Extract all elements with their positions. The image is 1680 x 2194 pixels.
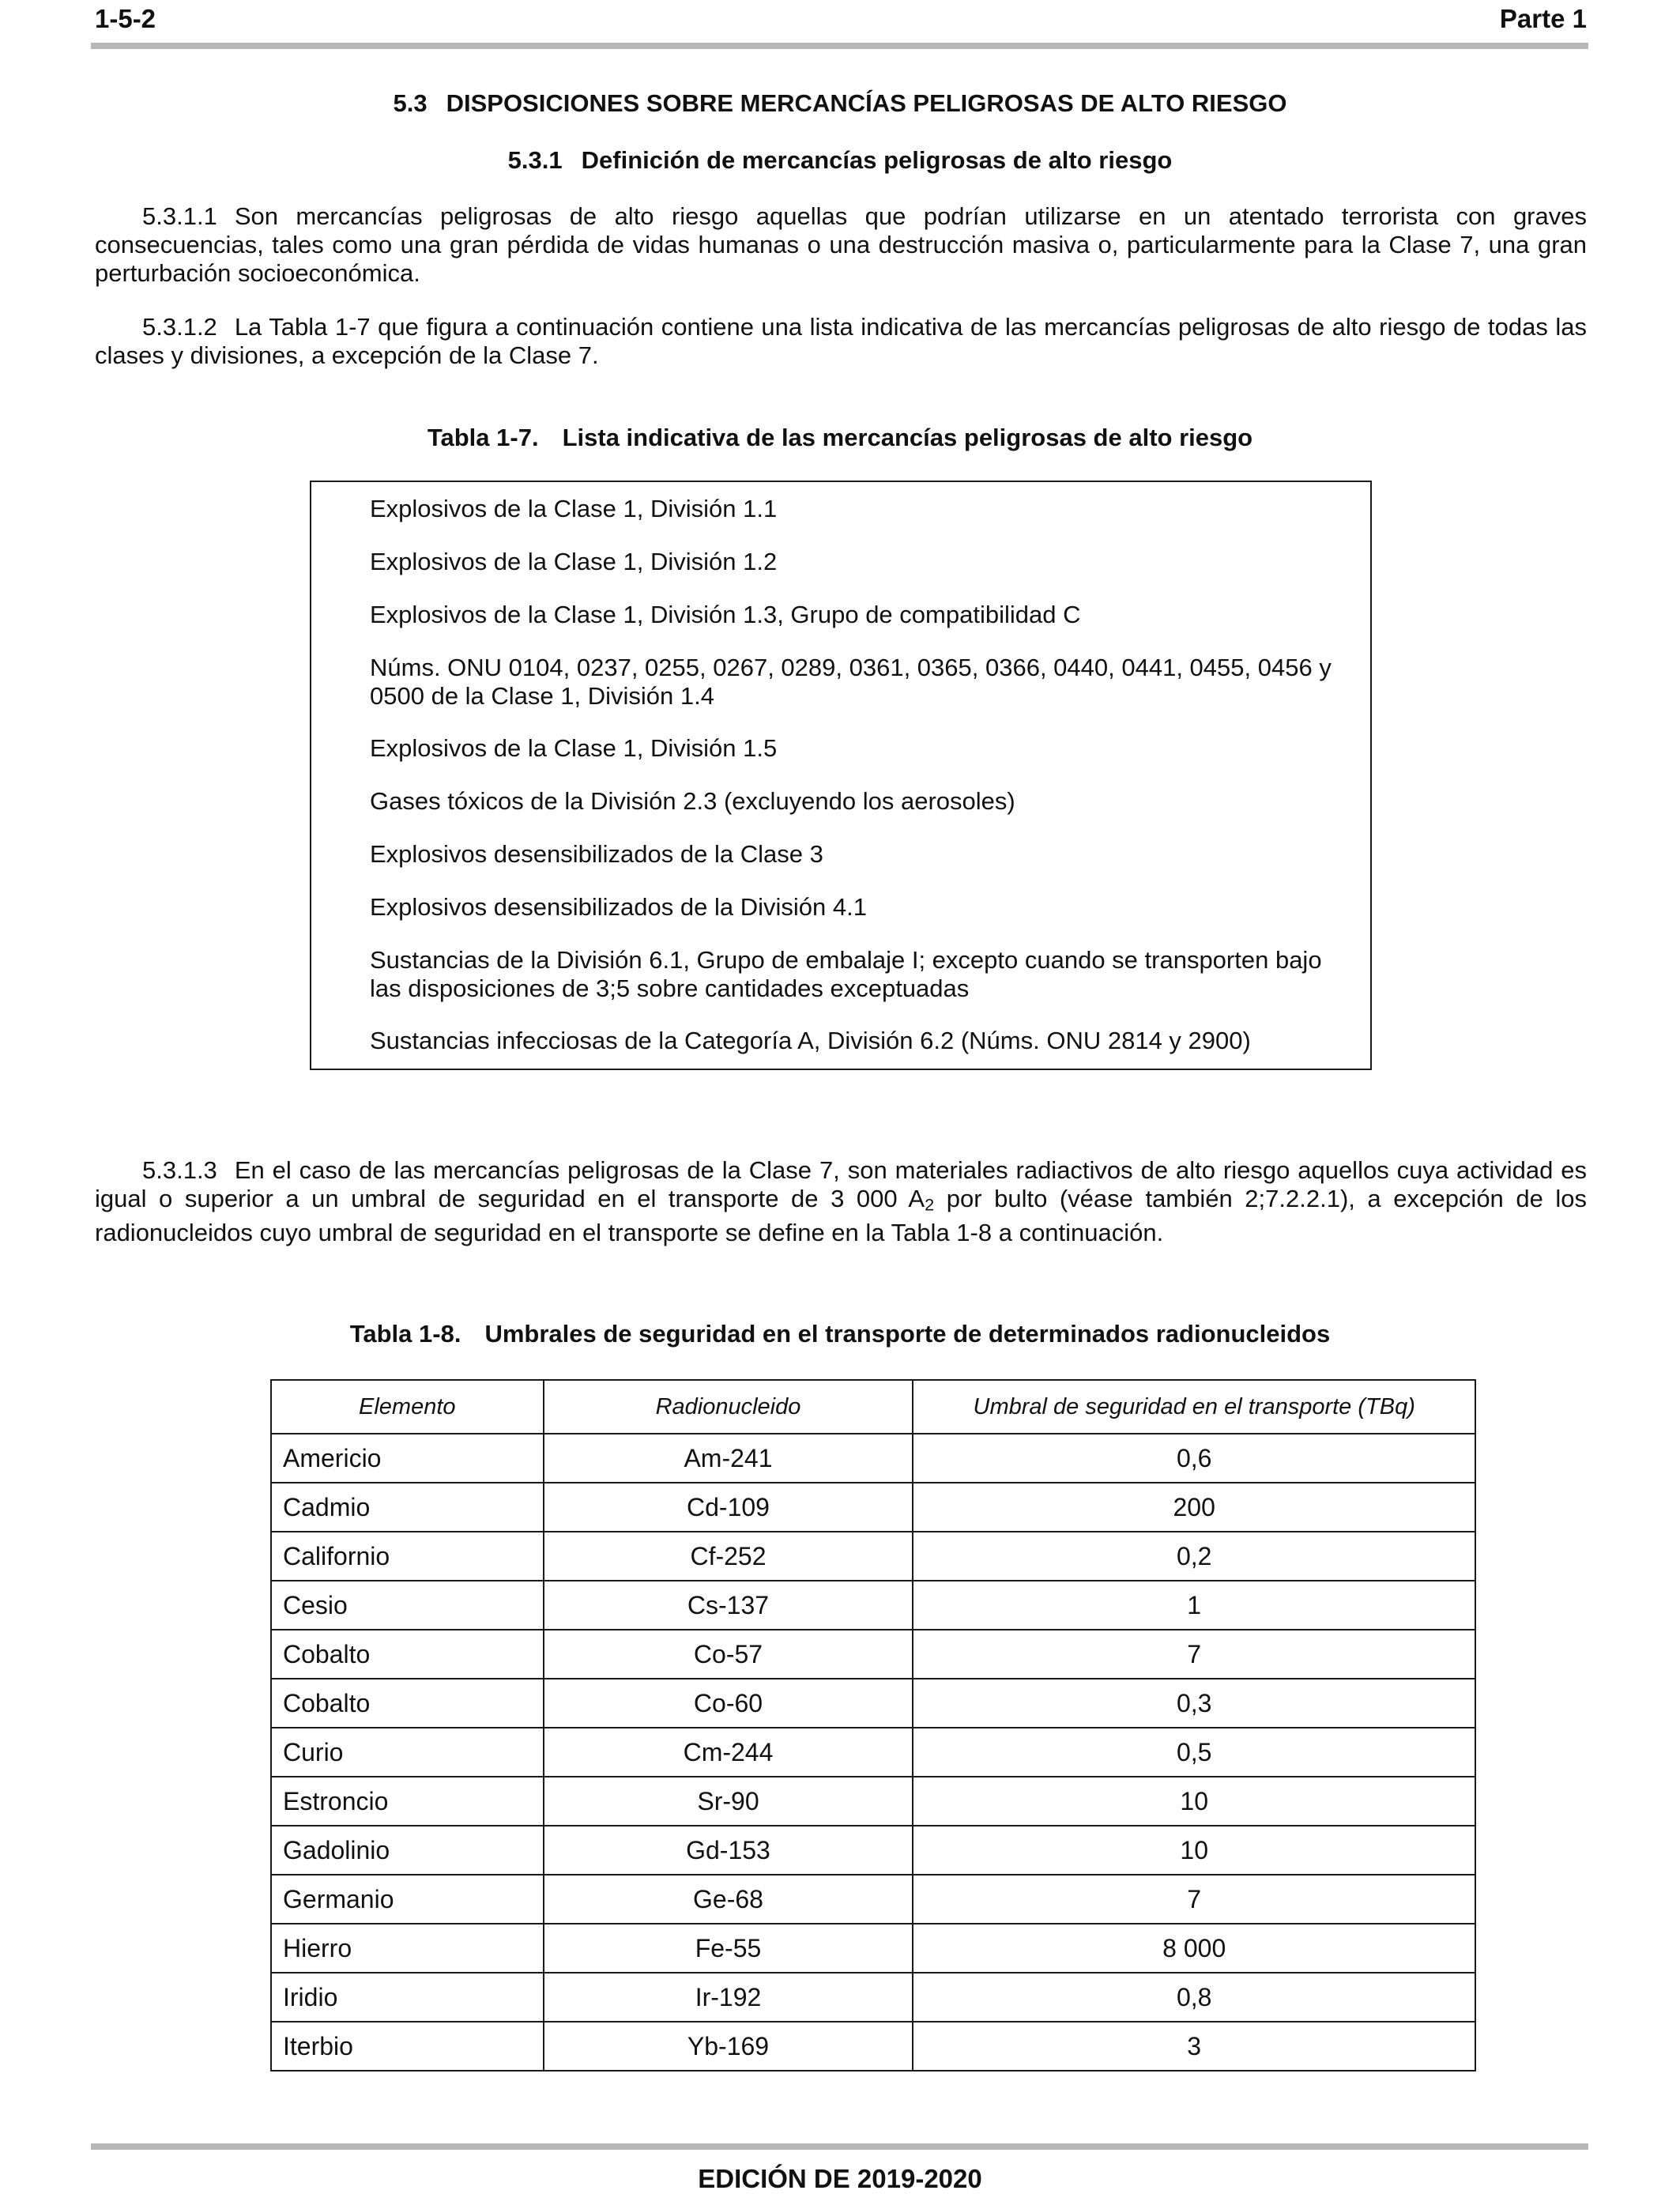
header-rule [91, 43, 1588, 49]
cell-radionuclide: Cs-137 [544, 1581, 913, 1630]
list-item: Sustancias de la División 6.1, Grupo de embalaje I; excepto cuando se transporten bajo las disposiciones de 3;5 sobre cantidades exceptuadas [370, 946, 1322, 1002]
cell-radionuclide: Yb-169 [544, 2022, 913, 2071]
paragraph-5-3-1-3 [95, 1156, 1587, 1247]
cell-threshold: 0,3 [913, 1679, 1475, 1728]
column-header-threshold: Umbral de seguridad en el transporte (TBq) [913, 1380, 1475, 1434]
list-item: Núms. ONU 0104, 0237, 0255, 0267, 0289, 0361, 0365, 0366, 0440, 0441, 0455, 0456 y 0500 de la Clase 1, División 1.4 [370, 654, 1332, 710]
table-row [271, 1875, 1475, 1924]
cell-element: Hierro [271, 1924, 544, 1973]
column-header-element: Elemento [271, 1380, 544, 1434]
cell-radionuclide: Co-60 [544, 1679, 913, 1728]
cell-element: Californio [271, 1532, 544, 1581]
subsection-heading: Definición de mercancías peligrosas de alto riesgo [581, 146, 1173, 174]
table-body [271, 1434, 1475, 2071]
paragraph-text: Son mercancías peligrosas de alto riesgo aquellas que podrían utilizarse en un atentado terrorista con graves consecuencias, tales como una gran pérdida de vidas humanas o una destrucción masiva o, particularmente para la Clase 7, una gran perturbación socioeconómica. [95, 202, 1587, 287]
table-header-row [271, 1380, 1475, 1434]
cell-radionuclide: Ge-68 [544, 1875, 913, 1924]
list-item: Explosivos desensibilizados de la División 4.1 [370, 893, 867, 921]
list-item: Explosivos desensibilizados de la Clase 3 [370, 840, 823, 868]
cell-threshold: 0,8 [913, 1973, 1475, 2022]
cell-element: Americio [271, 1434, 544, 1483]
subsection-number: 5.3.1 [507, 146, 563, 174]
cell-threshold: 1 [913, 1581, 1475, 1630]
table-row [271, 1581, 1475, 1630]
list-item: Gases tóxicos de la División 2.3 (excluyendo los aerosoles) [370, 787, 1015, 815]
section-title [0, 89, 1680, 119]
table-row [271, 1483, 1475, 1532]
footer-rule [91, 2143, 1588, 2150]
table-title: Umbrales de seguridad en el transporte de determinados radionucleidos [484, 1320, 1331, 1348]
cell-radionuclide: Am-241 [544, 1434, 913, 1483]
list-item: Explosivos de la Clase 1, División 1.3, Grupo de compatibilidad C [370, 601, 1081, 628]
cell-threshold: 7 [913, 1630, 1475, 1679]
table-1-7-caption [0, 423, 1680, 453]
paragraph-text-cont: por bulto (véase también 2;7.2.2.1), a excepción de los radionucleidos cuyo umbral de seguridad en el transporte se define en la Tabla 1-8 a continuación. [95, 1185, 1588, 1247]
cell-element: Germanio [271, 1875, 544, 1924]
cell-element: Iridio [271, 1973, 544, 2022]
cell-element: Cobalto [271, 1679, 544, 1728]
part-label: Parte 1 [1499, 4, 1587, 33]
cell-radionuclide: Gd-153 [544, 1826, 913, 1875]
paragraph-5-3-1-2 [95, 313, 1587, 370]
page-number: 1-5-2 [95, 4, 156, 33]
cell-threshold: 0,2 [913, 1532, 1475, 1581]
edition-footer: EDICIÓN DE 2019-2020 [698, 2164, 982, 2193]
list-item: Sustancias infecciosas de la Categoría A, División 6.2 (Núms. ONU 2814 y 2900) [370, 1027, 1251, 1054]
cell-radionuclide: Sr-90 [544, 1777, 913, 1826]
cell-element: Cobalto [271, 1630, 544, 1679]
table-row [271, 1924, 1475, 1973]
cell-threshold: 10 [913, 1826, 1475, 1875]
cell-element: Cadmio [271, 1483, 544, 1532]
paragraph-number: 5.3.1.2 [142, 313, 217, 341]
table-1-8 [270, 1379, 1476, 2071]
subsection-title [0, 145, 1680, 175]
table-row [271, 2022, 1475, 2071]
cell-threshold: 10 [913, 1777, 1475, 1826]
table-1-7-box [310, 481, 1372, 1070]
list-item: Explosivos de la Clase 1, División 1.5 [370, 734, 778, 762]
cell-radionuclide: Cf-252 [544, 1532, 913, 1581]
cell-element: Gadolinio [271, 1826, 544, 1875]
cell-threshold: 7 [913, 1875, 1475, 1924]
table-row [271, 1973, 1475, 2022]
paragraph-5-3-1-1 [95, 202, 1587, 288]
paragraph-text: La Tabla 1-7 que figura a continuación contiene una lista indicativa de las mercancías peligrosas de alto riesgo de todas las clases y divisiones, a excepción de la Clase 7. [95, 313, 1587, 369]
cell-threshold: 200 [913, 1483, 1475, 1532]
cell-threshold: 0,5 [913, 1728, 1475, 1777]
table-row [271, 1630, 1475, 1679]
paragraph-number: 5.3.1.1 [142, 202, 217, 230]
cell-threshold: 3 [913, 2022, 1475, 2071]
cell-radionuclide: Ir-192 [544, 1973, 913, 2022]
table-row [271, 1777, 1475, 1826]
table-label: Tabla 1-7. [427, 424, 539, 451]
list-item: Explosivos de la Clase 1, División 1.1 [370, 495, 778, 522]
cell-threshold: 8 000 [913, 1924, 1475, 1973]
column-header-radionuclide: Radionucleido [544, 1380, 913, 1434]
table-row [271, 1434, 1475, 1483]
cell-radionuclide: Co-57 [544, 1630, 913, 1679]
table-1-8-caption [0, 1319, 1680, 1349]
cell-radionuclide: Cd-109 [544, 1483, 913, 1532]
cell-element: Cesio [271, 1581, 544, 1630]
list-item: Explosivos de la Clase 1, División 1.2 [370, 548, 778, 575]
subscript: 2 [925, 1194, 935, 1215]
table-title: Lista indicativa de las mercancías peligrosas de alto riesgo [562, 424, 1253, 451]
cell-element: Estroncio [271, 1777, 544, 1826]
table-row [271, 1728, 1475, 1777]
cell-threshold: 0,6 [913, 1434, 1475, 1483]
section-number: 5.3 [393, 89, 428, 117]
cell-element: Curio [271, 1728, 544, 1777]
cell-radionuclide: Cm-244 [544, 1728, 913, 1777]
table-row [271, 1826, 1475, 1875]
cell-radionuclide: Fe-55 [544, 1924, 913, 1973]
paragraph-number: 5.3.1.3 [142, 1156, 217, 1184]
table-row [271, 1679, 1475, 1728]
table-label: Tabla 1-8. [349, 1320, 461, 1348]
cell-element: Iterbio [271, 2022, 544, 2071]
paragraph-text: En el caso de las mercancías peligrosas de la Clase 7, son materiales radiactivos de alto riesgo aquellos cuya actividad es igual o superior a un umbral de seguridad en el transporte de 3 000 A [95, 1156, 1587, 1212]
table-row [271, 1532, 1475, 1581]
section-heading: DISPOSICIONES SOBRE MERCANCÍAS PELIGROSAS DE ALTO RIESGO [446, 89, 1287, 117]
